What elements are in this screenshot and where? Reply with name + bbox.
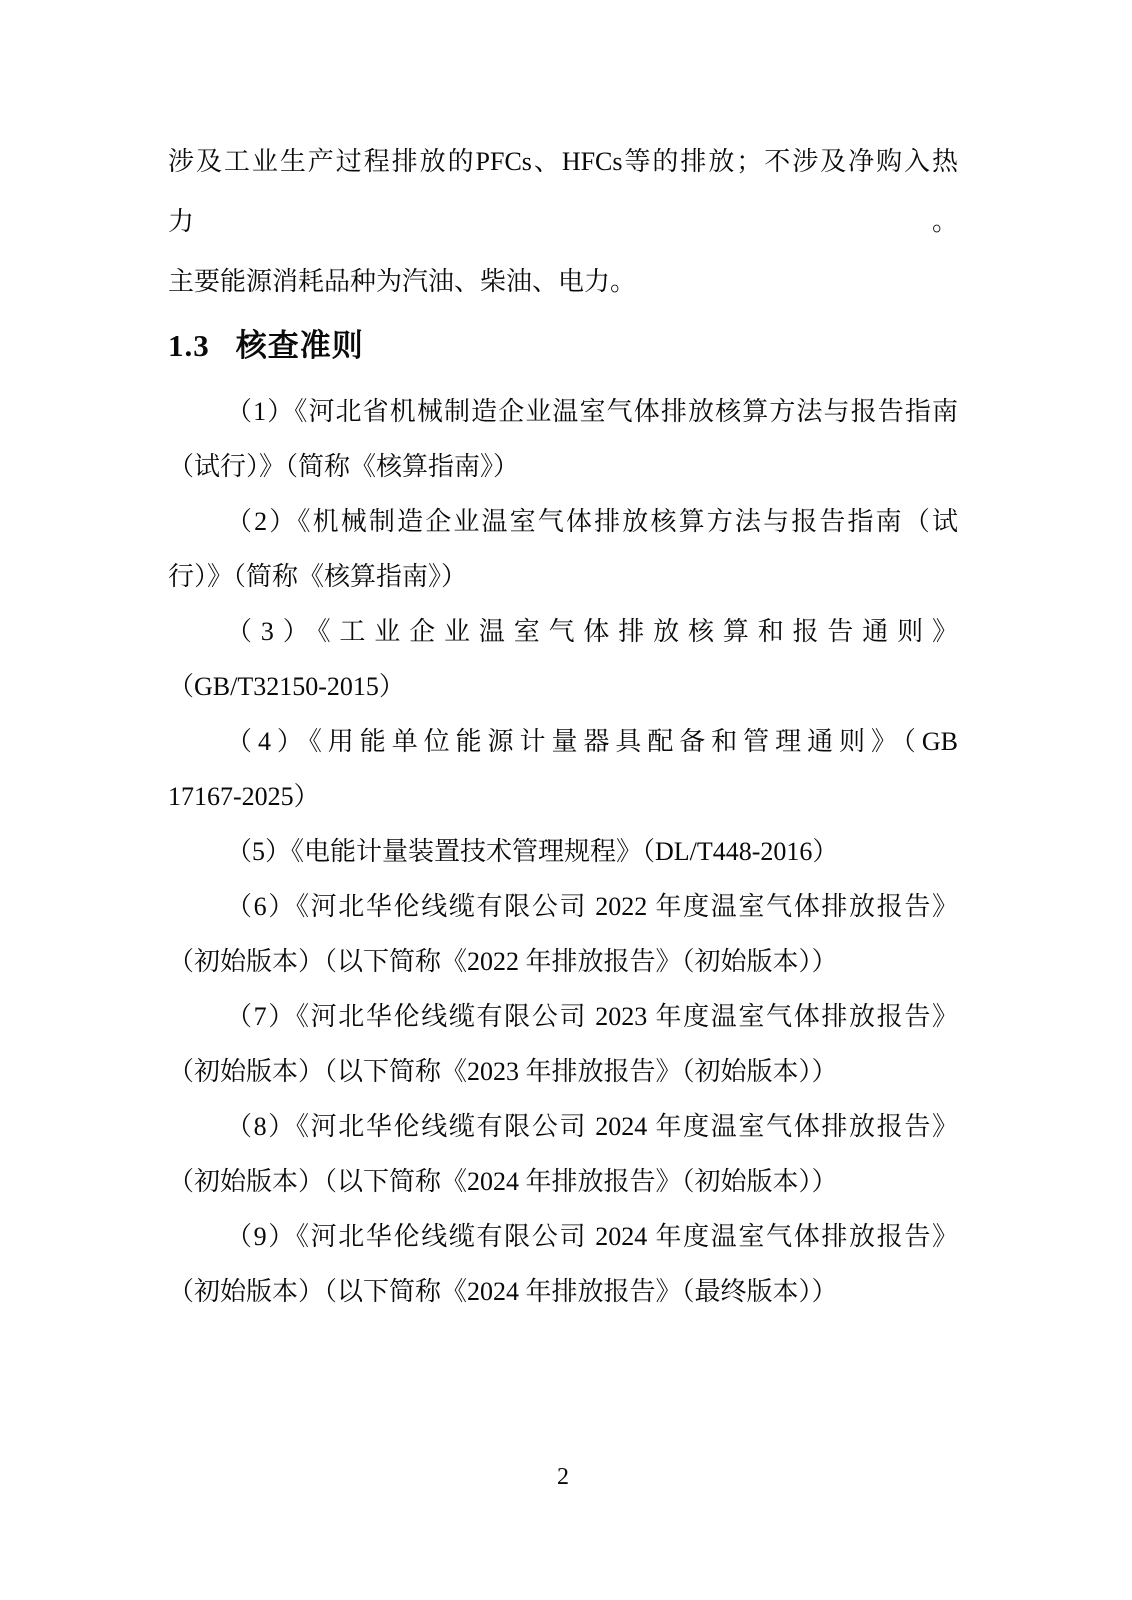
criteria-item-1 [168, 384, 958, 494]
text-line: 行）》（简称《核算指南》） [168, 562, 468, 591]
page-number: 2 [557, 1464, 569, 1490]
text-line: （GB/T32150-2015） [168, 672, 405, 701]
section-number: 1.3 [168, 328, 210, 363]
text-line: （4）《用能单位能源计量器具配备和管理通则》（GB [226, 727, 958, 756]
page-content [168, 132, 958, 1319]
section-title: 核查准则 [235, 328, 364, 363]
criteria-item-4 [168, 714, 958, 824]
criteria-item-6 [168, 879, 958, 989]
text-line: （试行）》（简称《核算指南》） [168, 452, 520, 481]
text-line: 主要能源消耗品种为汽油、柴油、电力。 [168, 267, 637, 296]
criteria-item-3 [168, 604, 958, 714]
page-footer [168, 1462, 958, 1492]
text-line: （初始版本）（以下简称《2022 年排放报告》（初始版本）） [168, 947, 838, 976]
criteria-item-8 [168, 1099, 958, 1209]
text-line: 涉及工业生产过程排放的PFCs、HFCs等的排放；不涉及净购入热力。 [168, 147, 958, 236]
text-line: （3）《工业企业温室气体排放核算和报告通则》 [226, 617, 958, 646]
text-line: （7）《河北华伦线缆有限公司 2023 年度温室气体排放报告》 [226, 1002, 958, 1031]
criteria-item-5 [168, 824, 958, 879]
text-line: （初始版本）（以下简称《2024 年排放报告》（初始版本）） [168, 1167, 838, 1196]
text-line: （1）《河北省机械制造企业温室气体排放核算方法与报告指南 [226, 397, 958, 426]
criteria-item-9 [168, 1209, 958, 1319]
criteria-item-2 [168, 494, 958, 604]
text-line: （2）《机械制造企业温室气体排放核算方法与报告指南（试 [226, 507, 958, 536]
text-line: （8）《河北华伦线缆有限公司 2024 年度温室气体排放报告》 [226, 1112, 958, 1141]
text-line: （初始版本）（以下简称《2023 年排放报告》（初始版本）） [168, 1057, 838, 1086]
text-line: （初始版本）（以下简称《2024 年排放报告》（最终版本）） [168, 1277, 838, 1306]
text-line: 17167-2025） [168, 782, 320, 811]
text-line: （5）《电能计量装置技术管理规程》（DL/T448-2016） [226, 837, 839, 866]
criteria-item-7 [168, 989, 958, 1099]
text-line: （6）《河北华伦线缆有限公司 2022 年度温室气体排放报告》 [226, 892, 958, 921]
intro-paragraph [168, 132, 958, 312]
text-line: （9）《河北华伦线缆有限公司 2024 年度温室气体排放报告》 [226, 1222, 958, 1251]
section-heading [168, 324, 958, 368]
